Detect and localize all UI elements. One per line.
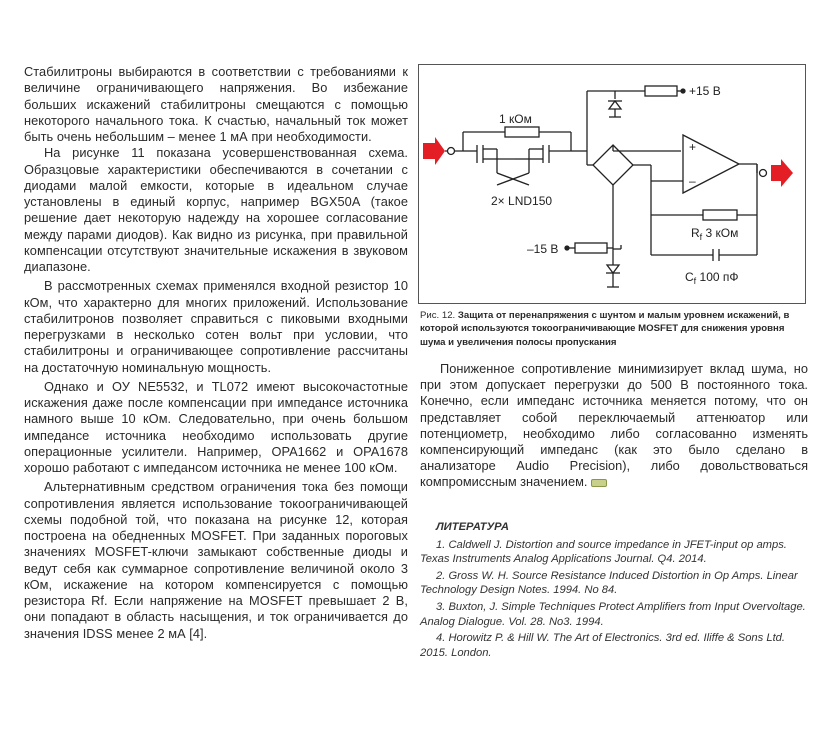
paragraph-text: Пониженное сопротивление минимизирует вклад шума, но при этом допускает перегрузки до 500 В постоянного тока. Конечно, если импеданс источника меняется потому, что он представляет собой переключаемый аттенюатор или потенциометр, необходимо либо согласованно изменять компенсирующий импеданс (как это было сделано в анализаторе Audio Precision), либо довольствоваться компромиссным значением. xyxy=(420,361,808,490)
reference-item: 4. Horowitz P. & Hill W. The Art of Electronics. 3rd ed. Iliffe & Sons Ltd. 2015. London. xyxy=(420,632,786,659)
plus15-label: +15 В xyxy=(689,84,721,98)
opamp-plus-label: + xyxy=(689,140,697,154)
input-arrow-icon xyxy=(423,137,445,165)
reference-item: 1. Caldwell J. Distortion and source impedance in JFET-input op amps. Texas Instruments Analog Applications Journal. Q4. 2014. xyxy=(420,538,787,566)
output-arrow-icon xyxy=(771,159,793,187)
resistor-1k-label: 1 кОм xyxy=(499,112,532,126)
circuit-figure xyxy=(418,64,806,304)
mosfet-label: 2× LND150 xyxy=(491,194,553,208)
minus15-label: –15 В xyxy=(527,242,559,256)
paragraph xyxy=(420,361,808,491)
paragraph: Стабилитроны выбираются в соответствии с требованиями к величине ограничивающего напряжения. Во избежание больших искажений стабилитроны смещаются с помощью некоторого начального тока. К счастью, начальный ток может быть очень небольшим – менее 1 мА при необходимости. xyxy=(24,64,408,144)
paragraph: В рассмотренных схемах применялся входной резистор 10 кОм, что характерно для многих приложений. Использование стабилитронов позволяет справиться с пиковыми входными перегрузками в несколько сотен вольт при условии, что стабилитроны и ограничивающее сопротивление рассчитаны на достаточную номинальную мощность. xyxy=(24,278,408,375)
opamp-minus-label: – xyxy=(689,174,696,188)
caption-text: Защита от перенапряжения с шунтом и малым уровнем искажений, в которой используются токоограничивающие MOSFET для снижения уровня шума и увеличения полосы пропускания xyxy=(420,310,790,348)
paragraph: Однако и ОУ NE5532, и TL072 имеют высокочастотные искажения даже после компенсации при импедансе источника намного выше 10 кОм. Следовательно, при очень большом импедансе источника необходимо использовать другие операционные усилители. Например, OPA1662 и OPA1678 хорошо работают с импедансом источника не менее 100 кОм. xyxy=(24,378,408,475)
reference-item: 3. Buxton, J. Simple Techniques Protect Amplifiers from Input Overvoltage. Analog Dialogue. Vol. 28. No3. 1994. xyxy=(420,600,806,628)
paragraph: Альтернативным средством ограничения тока без помощи сопротивления является использование токоограничивающей схемы подобной той, что показана на рисунке 12, которая построена на обедненных MOSFET. При заданных пороговых значениях MOSFET-ключи замыкают собственные диоды и ведут себя как суммарное сопротивление величиной около 3 кОм, искажение на котором компенсируется с помощью резистора Rf. Если напряжение на MOSFET превышает 2 В, они попадают в область насыщения, и ток ограничивается до значения IDSS менее 2 мА [4]. xyxy=(24,479,408,641)
references xyxy=(420,520,810,662)
cf-label: $C_f$ 100 пФ xyxy=(685,270,739,286)
right-column xyxy=(420,361,808,491)
paragraph: На рисунке 11 показана усовершенствованная схема. Образцовые характеристики обеспечиваются в сочетании с диодами малой емкости, которые в идеальном случае установлены в единый корпус, например BGX50A (такое решение дает некоторую надежду на хорошее согласование между парами диодов). Как видно из рисунка, при правильной компенсации отсутствуют значительные искажения в звуковом диапазоне. xyxy=(24,145,408,274)
reference-item: 2. Gross W. H. Source Resistance Induced Distortion in Op Amps. Linear Technology Design Notes. 1994. No 84. xyxy=(420,569,798,597)
left-column xyxy=(24,64,408,642)
circuit-diagram xyxy=(419,65,807,305)
caption-label: Рис. 12. xyxy=(420,310,456,321)
rf-label: $R_f$ 3 кОм xyxy=(691,226,739,242)
end-of-article-icon xyxy=(591,479,607,487)
figure-caption xyxy=(420,309,810,349)
references-title: ЛИТЕРАТУРА xyxy=(436,521,509,533)
